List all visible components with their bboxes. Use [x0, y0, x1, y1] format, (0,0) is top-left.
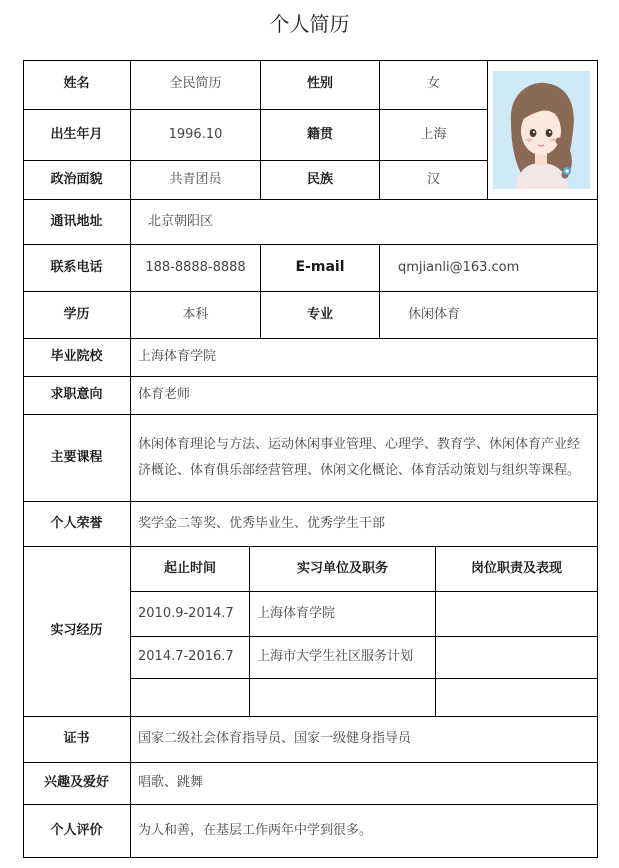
table-row-1-duty — [436, 592, 598, 637]
resume-title: 个人简历 — [269, 12, 350, 36]
table-row-1-period: 2010.9-2014.7 — [131, 592, 250, 637]
internship-header-duty: 岗位职责及表现 — [436, 547, 598, 592]
address-label: 通讯地址 — [23, 200, 131, 245]
table-row-3-duty — [436, 679, 598, 717]
intention-label: 求职意向 — [23, 377, 131, 415]
ethnicity-label: 民族 — [261, 161, 380, 200]
politics-label: 政治面貌 — [23, 161, 131, 200]
courses-text: 休闲体育理论与方法、运动休闲事业管理、心理学、教育学、休闲体育产业经济概论、体育俱乐部经营管理、休闲文化概论、体育活动策划与组织等课程。 — [131, 415, 598, 502]
hobbies-text: 唱歌、跳舞 — [131, 763, 598, 805]
email-label: E-mail — [261, 245, 380, 292]
table-row-2-duty — [436, 637, 598, 679]
origin-label: 籍贯 — [261, 110, 380, 161]
evaluation-label: 个人评价 — [23, 805, 131, 858]
school-value: 上海体育学院 — [131, 339, 598, 377]
phone-label: 联系电话 — [23, 245, 131, 292]
ethnicity-value: 汉 — [380, 161, 488, 200]
honors-label: 个人荣誉 — [23, 502, 131, 547]
courses-label: 主要课程 — [23, 415, 131, 502]
honors-text: 奖学金二等奖、优秀毕业生、优秀学生干部 — [131, 502, 598, 547]
politics-value: 共青团员 — [131, 161, 261, 200]
intention-value: 体育老师 — [131, 377, 598, 415]
evaluation-text: 为人和善，在基层工作两年中学到很多。 — [131, 805, 598, 858]
name-value: 全民简历 — [131, 60, 261, 110]
education-value: 本科 — [131, 292, 261, 339]
gender-label: 性别 — [261, 60, 380, 110]
phone-value: 188-8888-8888 — [131, 245, 261, 292]
birth-value: 1996.10 — [131, 110, 261, 161]
table-row-3-period — [131, 679, 250, 717]
table-row-2-period: 2014.7-2016.7 — [131, 637, 250, 679]
table-row-2-unit: 上海市大学生社区服务计划 — [250, 637, 436, 679]
major-label: 专业 — [261, 292, 380, 339]
resume-table — [23, 60, 598, 858]
address-value: 北京朝阳区 — [131, 200, 598, 245]
birth-label: 出生年月 — [23, 110, 131, 161]
school-label: 毕业院校 — [23, 339, 131, 377]
name-label: 姓名 — [23, 60, 131, 110]
education-label: 学历 — [23, 292, 131, 339]
gender-value: 女 — [380, 60, 488, 110]
internship-label: 实习经历 — [23, 547, 131, 717]
origin-value: 上海 — [380, 110, 488, 161]
certificates-label: 证书 — [23, 717, 131, 763]
table-row-3-unit — [250, 679, 436, 717]
email-value: qmjianli@163.com — [380, 245, 598, 292]
portrait-photo-icon — [493, 71, 590, 189]
table-row-1-unit: 上海体育学院 — [250, 592, 436, 637]
major-value: 休闲体育 — [380, 292, 598, 339]
hobbies-label: 兴趣及爱好 — [23, 763, 131, 805]
internship-header-period: 起止时间 — [131, 547, 250, 592]
certificates-text: 国家二级社会体育指导员、国家一级健身指导员 — [131, 717, 598, 763]
internship-header-unit: 实习单位及职务 — [250, 547, 436, 592]
